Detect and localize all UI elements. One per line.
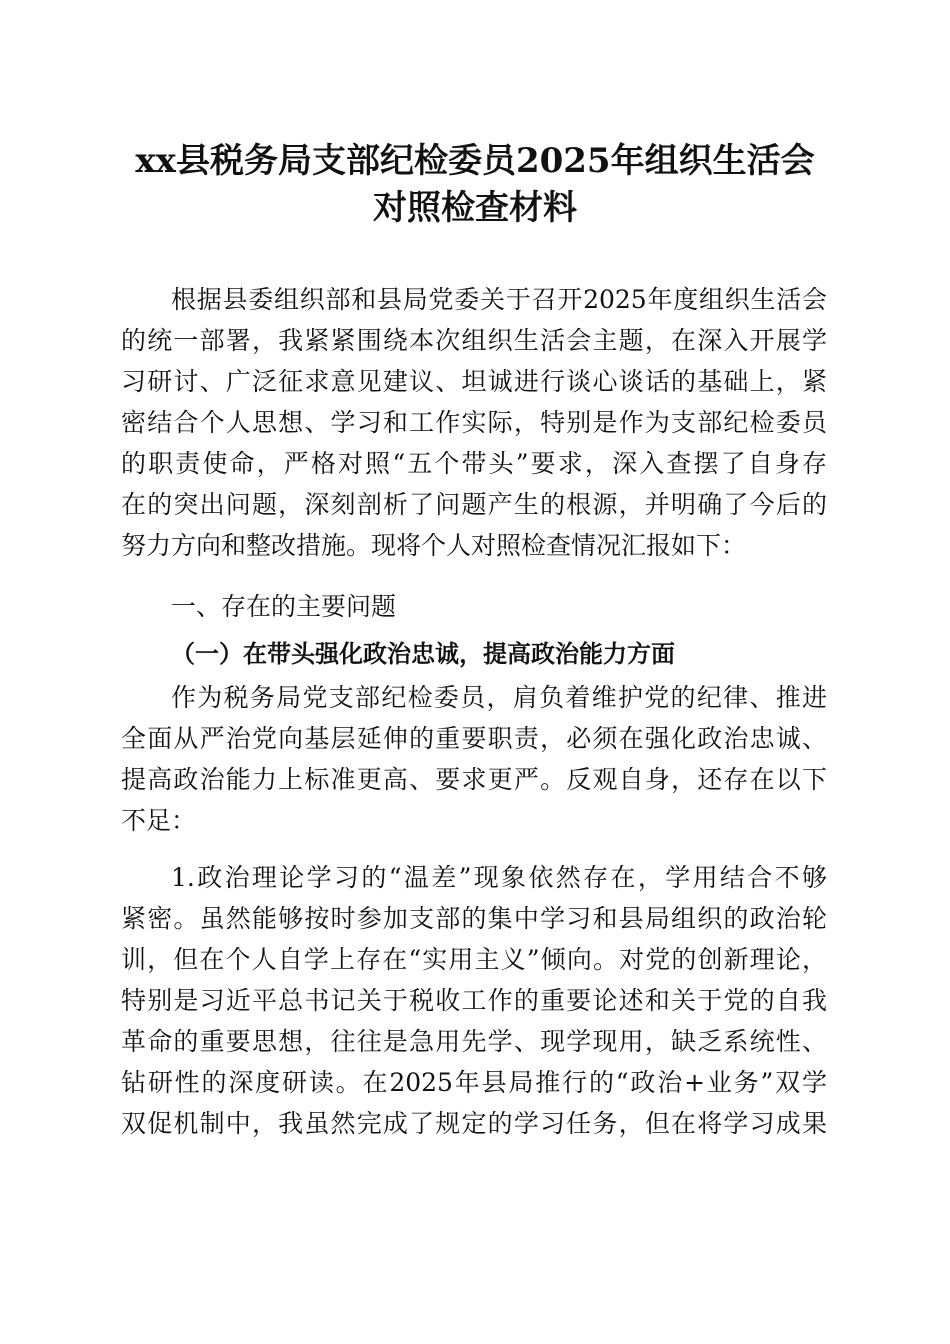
subsection-heading: （一）在带头强化政治忠诚，提高政治能力方面 (171, 639, 675, 668)
document-title-line-1: xx县税务局支部纪检委员2025年组织生活会 (135, 141, 815, 181)
paragraph-line: 训，但在个人自学上存在“实用主义”倾向。对党的创新理论， (121, 945, 827, 974)
intro-line: 根据县委组织部和县局党委关于召开2025年度组织生活会 (171, 285, 827, 314)
paragraph-line: 作为税务局党支部纪检委员，肩负着维护党的纪律、推进 (171, 683, 827, 712)
paragraph-line: 钻研性的深度研读。在2025年县局推行的“政治+业务”双学 (121, 1068, 827, 1097)
section-heading: 一、存在的主要问题 (171, 592, 397, 621)
paragraph-line: 不足： (121, 806, 197, 835)
paragraph-line: 双促机制中，我虽然完成了规定的学习任务，但在将学习成果 (121, 1109, 827, 1138)
intro-line: 的统一部署，我紧紧围绕本次组织生活会主题，在深入开展学 (121, 326, 827, 355)
intro-line: 的职责使命，严格对照“五个带头”要求，深入查摆了自身存 (121, 449, 827, 478)
paragraph-line: 特别是习近平总书记关于税收工作的重要论述和关于党的自我 (121, 986, 827, 1015)
paragraph-line: 1.政治理论学习的“温差”现象依然存在，学用结合不够 (171, 863, 827, 892)
paragraph-line: 全面从严治党向基层延伸的重要职责，必须在强化政治忠诚、 (121, 724, 827, 753)
paragraph-line: 革命的重要思想，往往是急用先学、现学现用，缺乏系统性、 (121, 1027, 827, 1056)
intro-line: 努力方向和整改措施。现将个人对照检查情况汇报如下： (121, 531, 747, 560)
intro-line: 习研讨、广泛征求意见建议、坦诚进行谈心谈话的基础上，紧 (121, 367, 827, 396)
paragraph-line: 紧密。虽然能够按时参加支部的集中学习和县局组织的政治轮 (121, 904, 827, 933)
intro-line: 在的突出问题，深刻剖析了问题产生的根源，并明确了今后的 (121, 490, 827, 519)
paragraph-line: 提高政治能力上标准更高、要求更严。反观自身，还存在以下 (121, 765, 827, 794)
document-title-line-2: 对照检查材料 (373, 188, 577, 228)
intro-line: 密结合个人思想、学习和工作实际，特别是作为支部纪检委员 (121, 408, 827, 437)
